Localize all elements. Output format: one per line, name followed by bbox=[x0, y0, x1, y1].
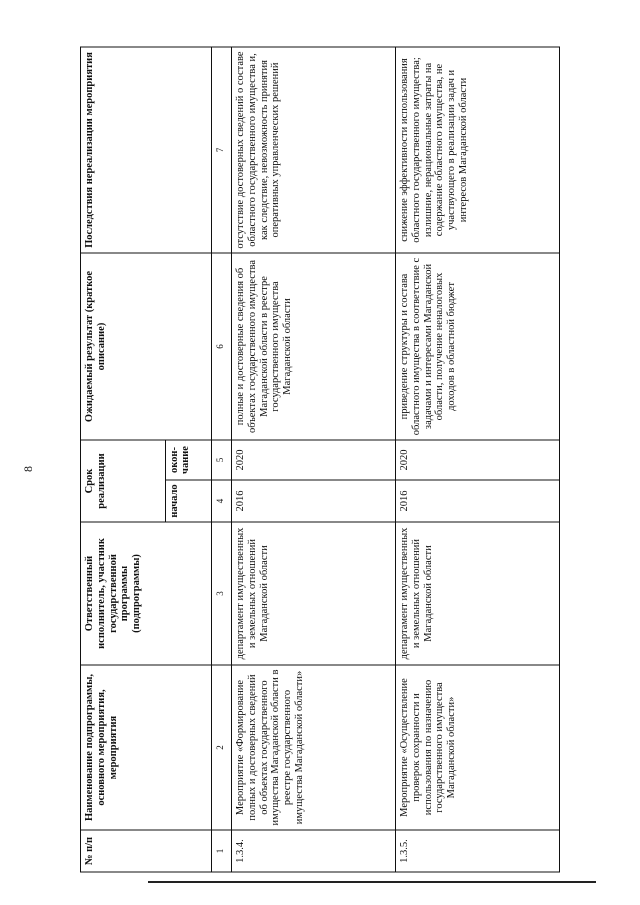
program-activities-table bbox=[80, 47, 560, 873]
row-executor: департамент имущественных и земельных отношений Магаданской области bbox=[396, 522, 560, 665]
row-end: 2020 bbox=[232, 440, 396, 480]
header-number: № п/п bbox=[81, 830, 212, 872]
column-number: 5 bbox=[212, 440, 232, 480]
column-number: 2 bbox=[212, 665, 232, 830]
header-start: начало bbox=[165, 480, 212, 522]
header-period: Срок реализации bbox=[81, 440, 166, 522]
header-consequences: Последствия нереализации мероприятия bbox=[81, 47, 212, 253]
row-end: 2020 bbox=[396, 440, 560, 480]
header-end: окон-чание bbox=[165, 440, 212, 480]
column-number: 3 bbox=[212, 522, 232, 665]
row-name: Мероприятие «Осуществление проверок сохранности и использования по назначению государственного имущества Магаданской области» bbox=[396, 665, 560, 830]
row-start: 2016 bbox=[232, 480, 396, 522]
column-number: 1 bbox=[212, 830, 232, 872]
row-consequences: снижение эффективности использования областного государственного имущества; излишние, нерациональные затраты на содержание областного имущества, не участвующего в реализации задач и интересов Магаданской области bbox=[396, 47, 560, 253]
table-row bbox=[232, 47, 396, 872]
column-number: 6 bbox=[212, 253, 232, 440]
header-name: Наименование подпрограммы, основного мероприятия, мероприятия bbox=[81, 665, 212, 830]
row-name: Мероприятие «Формирование полных и достоверных сведений об объектах государственного имущества Магаданской области в реестре государственного имущества Магаданской области» bbox=[232, 665, 396, 830]
row-result: полные и достоверные сведения об объектах государственного имущества Магаданской области в реестре государственного имущества Магаданской области bbox=[232, 253, 396, 440]
column-number: 4 bbox=[212, 480, 232, 522]
rotated-page-content bbox=[80, 48, 560, 873]
row-number: 1.3.4. bbox=[232, 830, 396, 872]
column-number: 7 bbox=[212, 47, 232, 253]
row-number: 1.3.5. bbox=[396, 830, 560, 872]
page-number-text: 8 bbox=[21, 466, 35, 472]
table-header-row bbox=[81, 47, 166, 872]
row-start: 2016 bbox=[396, 480, 560, 522]
header-result: Ожидаемый результат (краткое описание) bbox=[81, 253, 212, 440]
table-row bbox=[396, 47, 560, 872]
page-number bbox=[21, 463, 35, 475]
row-result: приведение структуры и состава областного имущества в соответствие с задачами и интересами Магаданской области, получение неналоговых доходов в областной бюджет bbox=[396, 253, 560, 440]
header-executor: Ответственный исполнитель, участник государственной программы (подпрограммы) bbox=[81, 522, 212, 665]
row-consequences: отсутствие достоверных сведений о составе областного государственного имущества и, как следствие, невозможность принятия оперативных управленческих решений bbox=[232, 47, 396, 253]
column-numbers-row bbox=[212, 47, 232, 872]
bottom-scan-line bbox=[148, 881, 596, 883]
row-executor: департамент имущественных и земельных отношений Магаданской области bbox=[232, 522, 396, 665]
